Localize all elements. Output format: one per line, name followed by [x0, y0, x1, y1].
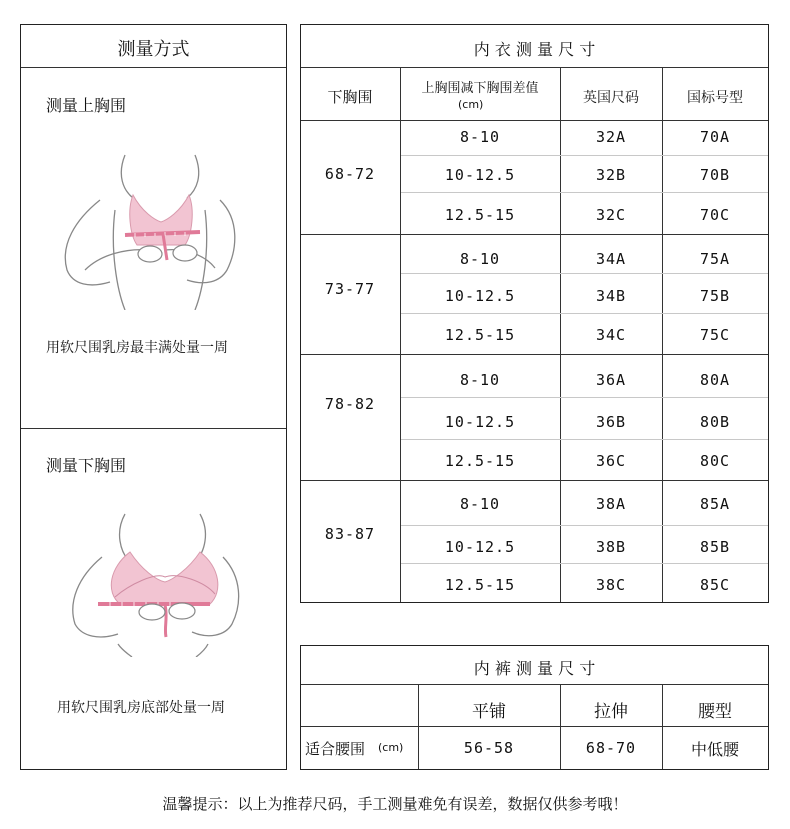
intl-size-cell: 70B [699, 166, 731, 184]
panty-table-title: 内 裤 测 量 尺 寸 [473, 659, 596, 678]
intl-size-cell: 75B [699, 287, 731, 305]
bra-header-intl: 国标号型 [687, 90, 743, 106]
uk-size-cell: 38B [595, 538, 627, 556]
intl-size-cell: 80A [699, 371, 731, 389]
bra-header-underbust: 下胸围 [327, 88, 373, 106]
upper-bust-caption: 用软尺围乳房最丰满处量一周 [46, 340, 228, 356]
bra-header-diff: 上胸围减下胸围差值 [421, 81, 539, 96]
uk-size-cell: 36B [595, 413, 627, 431]
panty-header-waist-type: 腰型 [698, 702, 732, 722]
panty-row-label-unit: (cm) [378, 741, 404, 754]
diff-cell: 10-12.5 [444, 538, 516, 556]
underbust-83-87: 83-87 [324, 525, 376, 543]
intl-size-cell: 75A [699, 250, 731, 268]
panty-header-divider [301, 726, 768, 727]
intl-size-cell: 70A [699, 128, 731, 146]
diff-cell: 8-10 [459, 128, 501, 146]
panty-row-label: 适合腰围 [305, 740, 366, 758]
bra-upper-bust-measure-illustration [55, 150, 240, 310]
bra-shape-upper [130, 195, 192, 245]
panty-waist-type-value: 中低腰 [690, 740, 739, 759]
diff-cell: 12.5-15 [444, 576, 516, 594]
diff-cell: 8-10 [459, 495, 501, 513]
diff-cell: 8-10 [459, 250, 501, 268]
upper-bust-heading: 测量上胸围 [46, 96, 127, 115]
panty-stretch-value: 68-70 [585, 739, 637, 757]
bra-under-bust-measure-illustration [60, 512, 245, 657]
footer-tip: 温馨提示：以上为推荐尺码，手工测量难免有误差，数据仅供参考哦！ [162, 795, 628, 813]
intl-size-cell: 80B [699, 413, 731, 431]
underbust-68-72: 68-72 [324, 165, 376, 183]
measure-method-title: 测量方式 [117, 39, 190, 60]
uk-size-cell: 32B [595, 166, 627, 184]
diff-cell: 12.5-15 [444, 452, 516, 470]
uk-size-cell: 32A [595, 128, 627, 146]
intl-size-cell: 85B [699, 538, 731, 556]
uk-size-cell: 34A [595, 250, 627, 268]
uk-size-cell: 34C [595, 326, 627, 344]
intl-size-cell: 85C [699, 576, 731, 594]
bra-header-diff-unit: (cm) [458, 98, 484, 111]
underbust-73-77: 73-77 [324, 280, 376, 298]
uk-size-cell: 36C [595, 452, 627, 470]
intl-size-cell: 85A [699, 495, 731, 513]
panty-header-flat: 平铺 [472, 702, 506, 722]
diff-cell: 10-12.5 [444, 166, 516, 184]
bra-header-uk: 英国尺码 [583, 90, 639, 106]
uk-size-cell: 38A [595, 495, 627, 513]
diff-cell: 12.5-15 [444, 206, 516, 224]
uk-size-cell: 32C [595, 206, 627, 224]
intl-size-cell: 70C [699, 206, 731, 224]
bra-table-title: 内 衣 测 量 尺 寸 [473, 40, 596, 59]
panty-title-divider [301, 684, 768, 685]
bra-header-divider [301, 120, 768, 121]
diff-cell: 10-12.5 [444, 287, 516, 305]
under-bust-heading: 测量下胸围 [46, 456, 127, 475]
underbust-78-82: 78-82 [324, 395, 376, 413]
bra-group-divider-2 [301, 354, 768, 355]
intl-size-cell: 80C [699, 452, 731, 470]
panty-header-stretch: 拉伸 [594, 702, 628, 722]
bra-group-divider-1 [301, 234, 768, 235]
under-bust-caption: 用软尺围乳房底部处量一周 [57, 700, 225, 716]
panty-flat-value: 56-58 [463, 739, 515, 757]
bra-title-divider [301, 67, 768, 68]
diff-cell: 8-10 [459, 371, 501, 389]
diff-cell: 10-12.5 [444, 413, 516, 431]
method-section-divider [21, 428, 286, 429]
intl-size-cell: 75C [699, 326, 731, 344]
measure-method-panel [20, 24, 287, 770]
measure-method-title-divider [21, 67, 286, 68]
uk-size-cell: 38C [595, 576, 627, 594]
uk-size-cell: 34B [595, 287, 627, 305]
bra-group-divider-3 [301, 480, 768, 481]
diff-cell: 12.5-15 [444, 326, 516, 344]
bra-shape-under [111, 552, 218, 604]
uk-size-cell: 36A [595, 371, 627, 389]
